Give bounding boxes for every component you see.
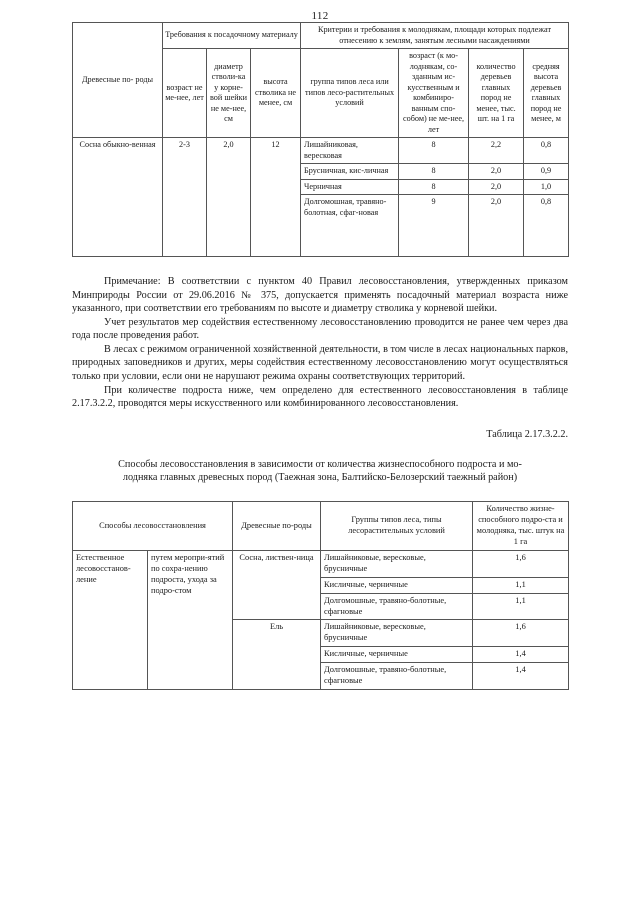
table-header-row-1 <box>73 23 569 49</box>
table-header-row <box>73 502 569 551</box>
cell-avg-height: 0,8 <box>524 195 569 257</box>
header-young-age: возраст (к мо-лоднякам, со-зданным ис-кусственным и комбиниро-ванным спо-собом) не ме-нее, лет <box>399 49 469 138</box>
cell-forest-types: Кисличные, черничные <box>321 577 473 593</box>
table-caption-line-1: Способы лесовосстановления в зависимости от количества жизнеспособного подроста и мо- <box>118 458 522 470</box>
header-avg-height: средняя высота деревьев главных пород не менее, м <box>524 49 569 138</box>
cell-tree-count: 2,0 <box>469 164 524 180</box>
cell-avg-height: 0,9 <box>524 164 569 180</box>
cell-diameter-value: 2,0 <box>207 138 251 257</box>
cell-age-value: 2-3 <box>163 138 207 257</box>
cell-quantity: 1,4 <box>473 663 569 690</box>
header-forest-types: Группы типов леса, типы лесорастительных условий <box>321 502 473 551</box>
cell-forest-type: Долгомошная, травяно-болотная, сфаг-новая <box>301 195 399 257</box>
cell-method-name: Естественное лесовосстанов-ление <box>73 550 148 689</box>
cell-method-detail: путем меропри-ятий по сохра-нению подроста, ухода за подро-стом <box>148 550 233 689</box>
cell-young-age: 8 <box>399 164 469 180</box>
cell-young-age: 8 <box>399 138 469 164</box>
cell-quantity: 1,6 <box>473 550 569 577</box>
cell-tree-count: 2,0 <box>469 179 524 195</box>
planting-requirements-table <box>72 22 569 257</box>
cell-height-value: 12 <box>251 138 301 257</box>
table-number-label: Таблица 2.17.3.2.2. <box>486 428 568 440</box>
cell-forest-type: Брусничная, кис-личная <box>301 164 399 180</box>
header-stem-diameter: диаметр стволи-ка у корне-вой шейки не ме-нее, см <box>207 49 251 138</box>
table-caption-line-2: лодняка главных древесных пород (Таежная зона, Балтийско-Белозерский таежный район) <box>122 472 518 484</box>
header-species: Древесные по- роды <box>73 23 163 138</box>
cell-young-age: 8 <box>399 179 469 195</box>
cell-forest-type: Лишайниковая, вересковая <box>301 138 399 164</box>
cell-forest-types: Долгомошные, травяно-болотные, сфагновые <box>321 663 473 690</box>
header-quantity: Количество жизне-способного подро-ста и молодняка, тыс. штук на 1 га <box>473 502 569 551</box>
page-number: 112 <box>311 10 329 22</box>
cell-forest-types: Лишайниковые, вересковые, брусничные <box>321 620 473 647</box>
header-stem-height: высота стволика не менее, см <box>251 49 301 138</box>
header-methods: Способы лесовосстановления <box>73 502 233 551</box>
header-young-stands-group: Критерии и требования к молоднякам, площади которых подлежат отнесению к землям, занятым лесными насаждениями <box>301 23 569 49</box>
header-planting-material-group: Требования к посадочному материалу <box>163 23 301 49</box>
note-paragraph-4: При количестве подроста ниже, чем определено для естественного лесовосстановления в таблице 2.17.3.2.2, проводятся меры искусственного или комбинированного лесовосстановления. <box>72 384 568 410</box>
restoration-methods-table <box>72 501 569 690</box>
cell-species-name: Сосна обыкно-венная <box>73 138 163 257</box>
cell-young-age: 9 <box>399 195 469 257</box>
table-row <box>73 550 569 577</box>
table-caption <box>72 458 568 486</box>
cell-forest-types: Кисличные, черничные <box>321 647 473 663</box>
cell-forest-type: Черничная <box>301 179 399 195</box>
cell-forest-types: Лишайниковые, вересковые, брусничные <box>321 550 473 577</box>
header-tree-count: количество деревьев главных пород не менее, тыс. шт. на 1 га <box>469 49 524 138</box>
header-species: Древесные по-роды <box>233 502 321 551</box>
cell-tree-count: 2,2 <box>469 138 524 164</box>
header-forest-type-group: группа типов леса или типов лесо-растительных условий <box>301 49 399 138</box>
cell-forest-types: Долгомошные, травяно-болотные, сфагновые <box>321 593 473 620</box>
cell-avg-height: 0,8 <box>524 138 569 164</box>
cell-quantity: 1,1 <box>473 577 569 593</box>
cell-quantity: 1,6 <box>473 620 569 647</box>
cell-avg-height: 1,0 <box>524 179 569 195</box>
spacer <box>72 485 568 501</box>
cell-quantity: 1,1 <box>473 593 569 620</box>
note-paragraph-1: Примечание: В соответствии с пунктом 40 Правил лесовосстановления, утвержденных приказом Минприроды России от 29.06.2016 № 375, допускается применять посадочный материал возраста ниже указанного, при соответствии его требованиям по высоте и диаметру стволика у корневой шейки. <box>72 276 568 315</box>
table-row <box>73 138 569 164</box>
note-paragraph-3: В лесах с режимом ограниченной хозяйственной деятельности, в том числе в лесах национальных парков, природных заповедников и других, меры содействия естественному лесовосстановлению могут осуществляться только при условии, если они не нарушают режима охраны соответствующих территорий. <box>72 343 568 382</box>
cell-species-name: Сосна, листвен-ница <box>233 550 321 620</box>
header-age: возраст не ме-нее, лет <box>163 49 207 138</box>
note-paragraph-2: Учет результатов мер содействия естественному лесовосстановлению проводится не ранее чем через два года после проведения работ. <box>72 316 568 342</box>
cell-quantity: 1,4 <box>473 647 569 663</box>
cell-tree-count: 2,0 <box>469 195 524 257</box>
cell-species-name: Ель <box>233 620 321 690</box>
spacer <box>72 257 568 275</box>
page-content <box>72 22 568 690</box>
